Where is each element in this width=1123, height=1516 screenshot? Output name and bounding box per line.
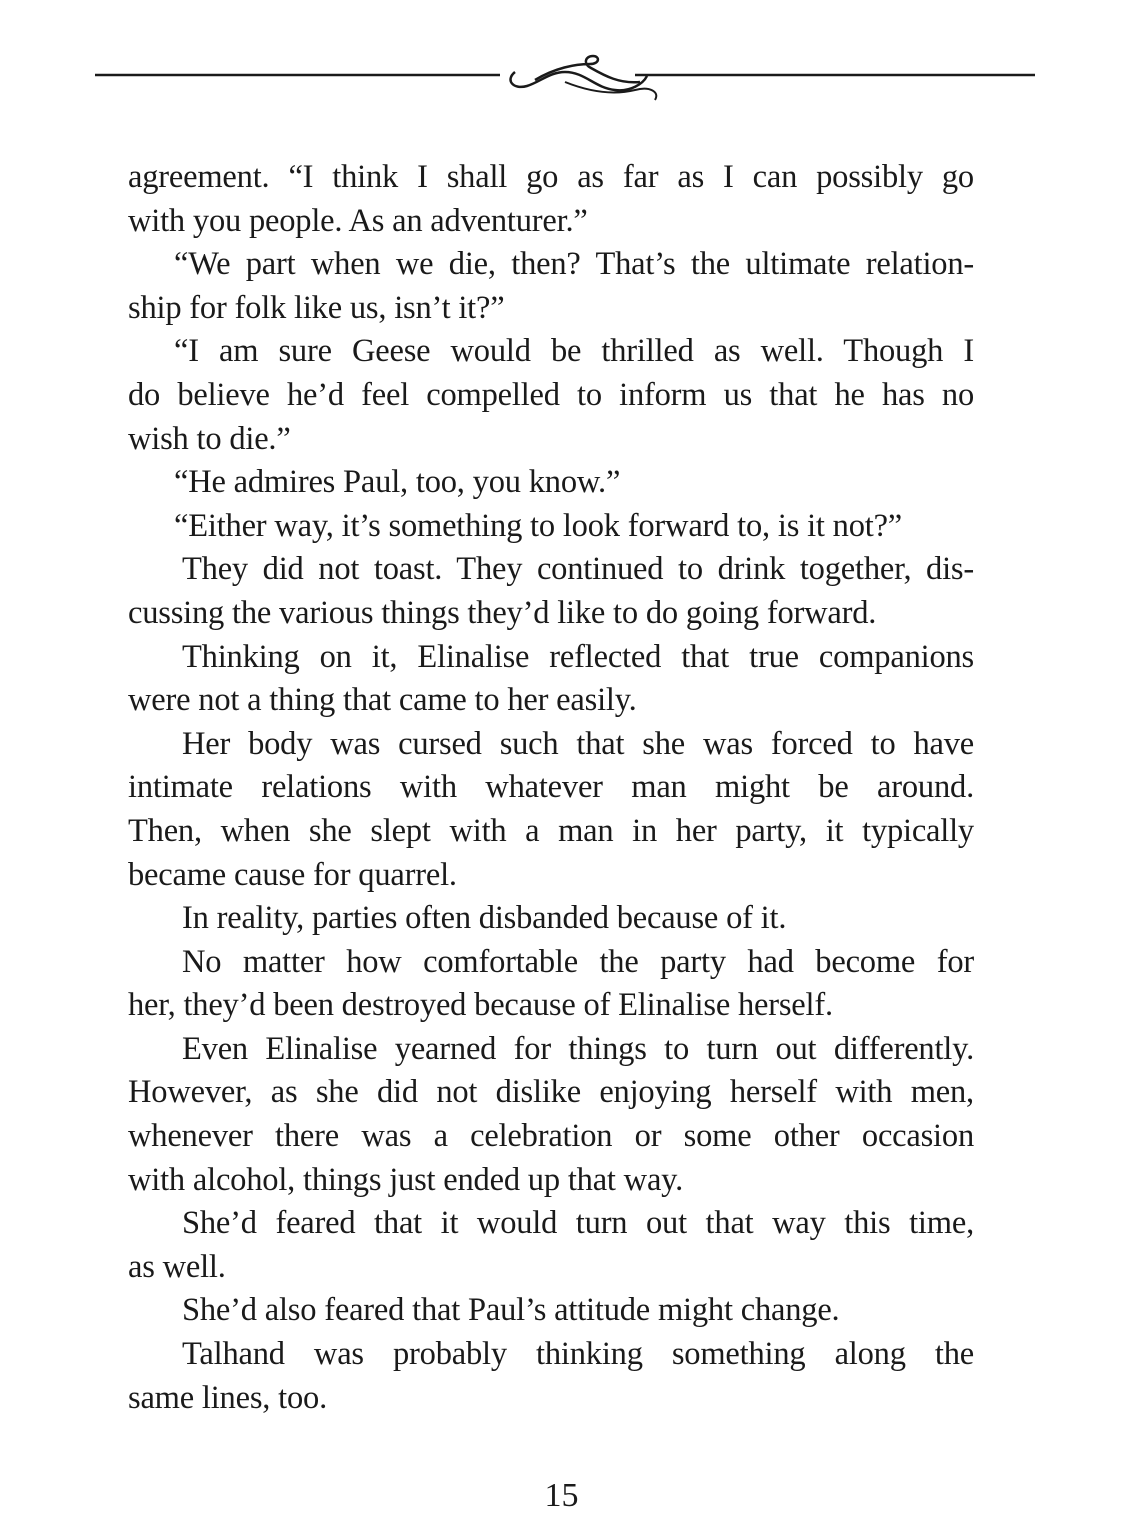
text-line: In reality, parties often disbanded because of it. (182, 900, 787, 937)
text-line: her, they’d been destroyed because of Elinalise herself. (128, 987, 833, 1024)
text-line: Her body was cursed such that she was forced to have (182, 725, 974, 762)
text-line: wish to die.” (128, 420, 291, 457)
text-line: with you people. As an adventurer.” (128, 202, 588, 239)
text-line: with alcohol, things just ended up that way. (128, 1161, 684, 1198)
text-line: However, as she did not dislike enjoying herself with men, (128, 1074, 974, 1111)
page-number: 15 (544, 1477, 579, 1514)
text-line: were not a thing that came to her easily. (128, 682, 637, 719)
text-line: She’d also feared that Paul’s attitude might change. (182, 1292, 840, 1329)
text-line: Talhand was probably thinking something along the (182, 1336, 974, 1373)
text-line: agreement. “I think I shall go as far as I can possibly go (128, 159, 974, 195)
text-line: ship for folk like us, isn’t it?” (128, 289, 505, 326)
text-line: do believe he’d feel compelled to inform us that he has no (128, 376, 974, 413)
flourish-divider-icon (95, 50, 1035, 110)
text-line: “He admires Paul, too, you know.” (174, 464, 621, 501)
text-line: cussing the various things they’d like to do going forward. (128, 594, 877, 631)
text-line: “We part when we die, then? That’s the ultimate relation- (174, 246, 974, 283)
text-line: became cause for quarrel. (128, 856, 457, 893)
text-line: intimate relations with whatever man might be around. (128, 769, 974, 806)
text-line: Even Elinalise yearned for things to turn out differently. (182, 1030, 974, 1067)
text-line: Then, when she slept with a man in her party, it typically (128, 812, 974, 849)
text-line: She’d feared that it would turn out that way this time, (182, 1205, 974, 1242)
text-line: They did not toast. They continued to drink together, dis- (182, 551, 974, 588)
text-line: No matter how comfortable the party had become for (182, 943, 974, 980)
text-line: whenever there was a celebration or some other occasion (128, 1118, 974, 1155)
text-line: Thinking on it, Elinalise reflected that true companions (182, 638, 974, 675)
body-text (128, 156, 974, 1420)
text-line: same lines, too. (128, 1379, 327, 1416)
text-line: “I am sure Geese would be thrilled as well. Though I (174, 333, 974, 370)
text-line: as well. (128, 1248, 226, 1285)
text-line: “Either way, it’s something to look forward to, is it not?” (174, 507, 903, 544)
